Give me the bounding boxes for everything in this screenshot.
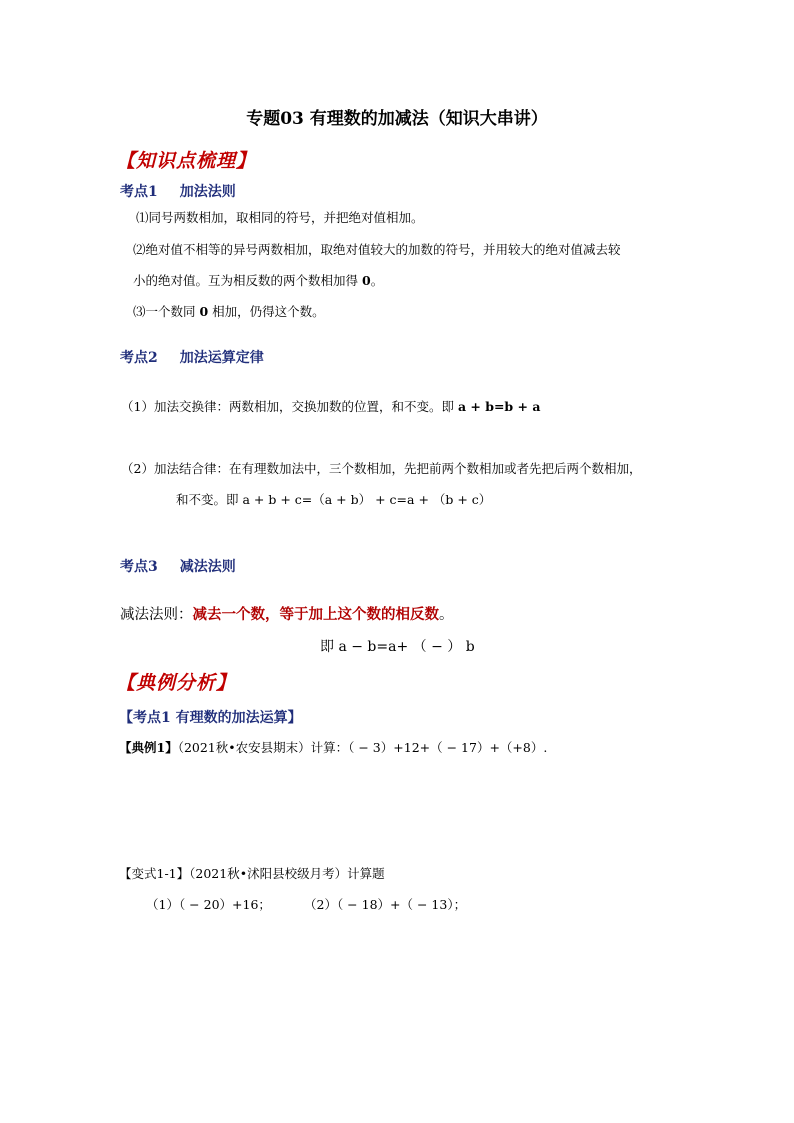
section-kaodian1: 【考点1 有理数的加法运算】 <box>119 710 302 726</box>
rule1: ⑴同号两数相加，取相同的符号，并把绝对值相加。 <box>136 210 424 225</box>
kaodian3-heading <box>120 556 236 576</box>
law2a: （2）加法结合律：在有理数加法中，三个数相加，先把前两个数相加或者先把后两个数相加， <box>121 461 642 476</box>
variant1-1 <box>119 864 385 882</box>
kaodian3-name: 减法法则 <box>179 559 236 575</box>
rule2b-zero: 0 <box>361 273 371 288</box>
kaodian2-label: 考点2 <box>120 350 158 366</box>
subtraction-rule <box>120 603 454 624</box>
kaodian3-label: 考点3 <box>120 559 158 575</box>
law1-text: （1）加法交换律：两数相加，交换加数的位置，和不变。即 <box>121 399 458 414</box>
variant1-1-q2: （2）（ − 18）+（ − 13）； <box>304 897 467 912</box>
rule3 <box>133 302 325 320</box>
rule2b-pre: 小的绝对值。互为相反数的两个数相加得 <box>133 273 362 288</box>
subtraction-rule-text: 减去一个数，等于加上这个数的相反数 <box>192 606 439 623</box>
law2b: 和不变。即 a + b + c=（a + b） + c=a + （b + c） <box>176 492 492 507</box>
subtraction-period: 。 <box>439 607 454 623</box>
law1 <box>121 397 540 415</box>
rule3-post: 相加，仍得这个数。 <box>208 304 325 319</box>
rule3-pre: ⑶一个数同 <box>133 304 200 319</box>
rule2b <box>133 271 383 289</box>
variant1-1-tag: 【变式1-1】 <box>119 866 190 881</box>
subtraction-formula: 即 a − b=a+ （ − ） b <box>320 639 475 655</box>
rule2a: ⑵绝对值不相等的异号两数相加，取绝对值较大的加数的符号，并用较大的绝对值减去较 <box>133 242 621 257</box>
kaodian1-heading <box>120 181 236 201</box>
kaodian2-heading <box>120 347 264 367</box>
knowledge-banner: 【知识点梳理】 <box>116 150 257 172</box>
examples-banner: 【典例分析】 <box>116 672 237 694</box>
variant1-1-text: （2021秋•沭阳县校级月考）计算题 <box>189 866 385 881</box>
variant1-1-q1: （1）（ − 20）+16； <box>146 897 271 912</box>
subtraction-label: 减法法则： <box>120 607 193 623</box>
law1-formula: a + b=b + a <box>457 399 541 414</box>
rule3-zero: 0 <box>199 304 209 319</box>
example1-text: （2021秋•农安县期末）计算：（ − 3）+12+（ − 17）+（+8）. <box>177 740 548 755</box>
example1 <box>119 738 547 756</box>
rule2b-post: 。 <box>370 273 384 288</box>
page-title: 专题03 有理数的加减法（知识大串讲） <box>246 109 548 129</box>
kaodian2-name: 加法运算定律 <box>179 350 264 366</box>
kaodian1-name: 加法法则 <box>179 184 236 200</box>
example1-tag: 【典例1】 <box>119 740 178 755</box>
kaodian1-label: 考点1 <box>120 184 158 200</box>
